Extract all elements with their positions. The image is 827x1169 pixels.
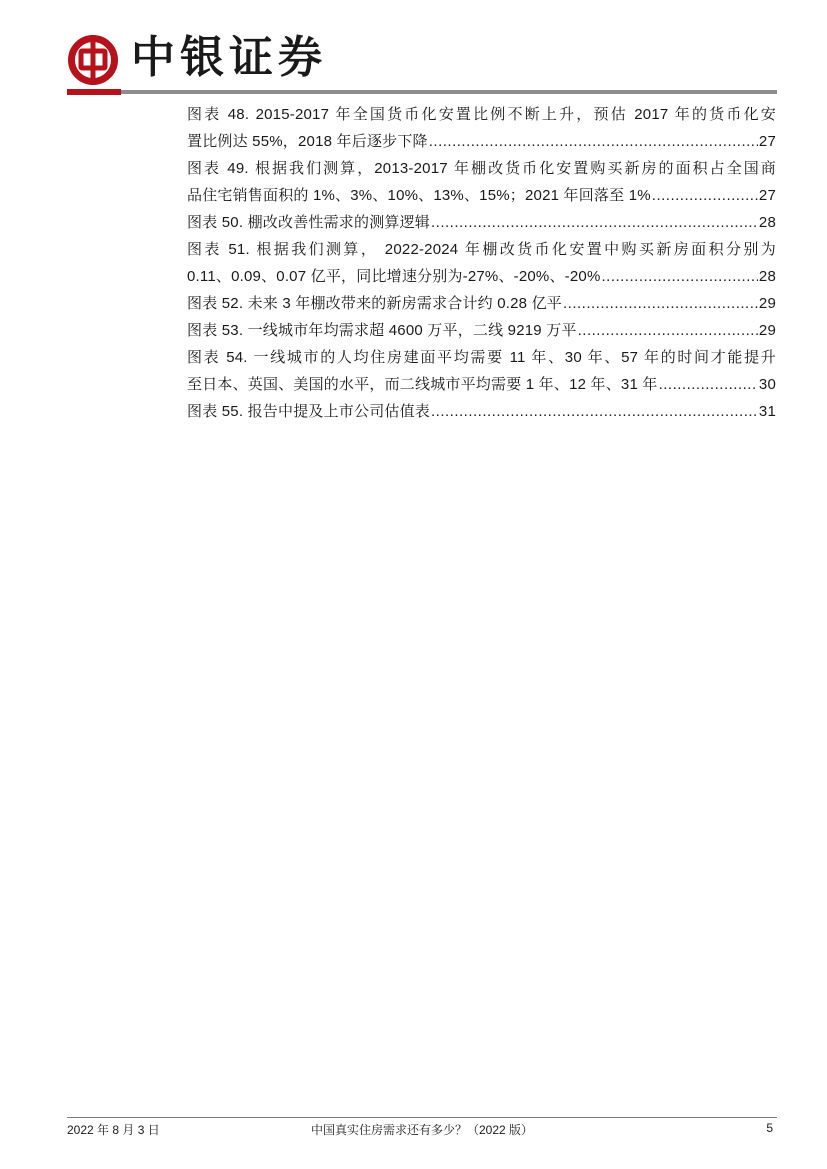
toc-list: [187, 101, 776, 425]
toc-entry-line: 0.11、0.09、0.07 亿平，同比增速分别为-27%、-20%、-20%: [187, 268, 601, 285]
toc-entry-line: 图表 52. 未来 3 年棚改带来的新房需求合计约 0.28 亿平: [187, 295, 562, 312]
toc-entry-line: 品住宅销售面积的 1%、3%、10%、13%、15%；2021 年回落至 1%: [187, 187, 651, 204]
toc-leader-dots: [578, 317, 758, 344]
toc-entry[interactable]: [187, 398, 776, 425]
footer-page-number: 5: [766, 1121, 773, 1135]
toc-entry-line: 图表 50. 棚改改善性需求的测算逻辑: [187, 214, 430, 231]
header-rule: [121, 90, 777, 94]
toc-entry-line: 图表 54. 一线城市的人均住房建面平均需要 11 年、30 年、57 年的时间才能提升: [187, 349, 776, 366]
toc-page-number: 29: [758, 322, 776, 339]
toc-page-number: 29: [758, 295, 776, 312]
toc-entry-line: 图表 51. 根据我们测算， 2022-2024 年棚改货币化安置中购买新房面积分别为: [187, 241, 776, 258]
toc-page-number: 31: [758, 403, 776, 420]
bank-of-china-logo-icon: [67, 34, 119, 86]
toc-page-number: 28: [758, 214, 776, 231]
toc-leader-dots: [431, 398, 758, 425]
toc-leader-dots: [659, 371, 758, 398]
toc-entry[interactable]: [187, 209, 776, 236]
toc-entry-line: 图表 53. 一线城市年均需求超 4600 万平，二线 9219 万平: [187, 322, 577, 339]
page-header: [0, 0, 827, 100]
toc-entry[interactable]: [187, 344, 776, 398]
toc-entry-line: 图表 48. 2015-2017 年全国货币化安置比例不断上升，预估 2017 年的货币化安: [187, 106, 776, 123]
toc-entry-line: 图表 49. 根据我们测算，2013-2017 年棚改货币化安置购买新房的面积占全国商: [187, 160, 776, 177]
brand-name: 中银证券: [131, 32, 327, 83]
toc-leader-dots: [429, 128, 758, 155]
toc-page-number: 28: [758, 268, 776, 285]
header-rule-accent: [67, 89, 121, 95]
toc-page-number: 27: [758, 133, 776, 150]
toc-entry[interactable]: [187, 155, 776, 209]
toc-leader-dots: [431, 209, 758, 236]
footer-date: 2022 年 8 月 3 日: [67, 1123, 160, 1137]
toc-entry[interactable]: [187, 317, 776, 344]
toc-leader-dots: [563, 290, 758, 317]
toc-entry[interactable]: [187, 236, 776, 290]
toc-entry[interactable]: [187, 290, 776, 317]
toc-page-number: 30: [758, 376, 776, 393]
toc-leader-dots: [652, 182, 758, 209]
footer-rule: [67, 1117, 777, 1118]
toc-leader-dots: [602, 263, 758, 290]
toc-entry-line: 至日本、英国、美国的水平，而二线城市平均需要 1 年、12 年、31 年: [187, 376, 658, 393]
toc-entry-line: 图表 55. 报告中提及上市公司估值表: [187, 403, 430, 420]
page-footer: [67, 1121, 777, 1139]
toc-page-number: 27: [758, 187, 776, 204]
toc-entry-line: 置比例达 55%，2018 年后逐步下降: [187, 133, 428, 150]
footer-report-title: 中国真实住房需求还有多少？（2022 版）: [310, 1123, 534, 1137]
toc-entry[interactable]: [187, 101, 776, 155]
